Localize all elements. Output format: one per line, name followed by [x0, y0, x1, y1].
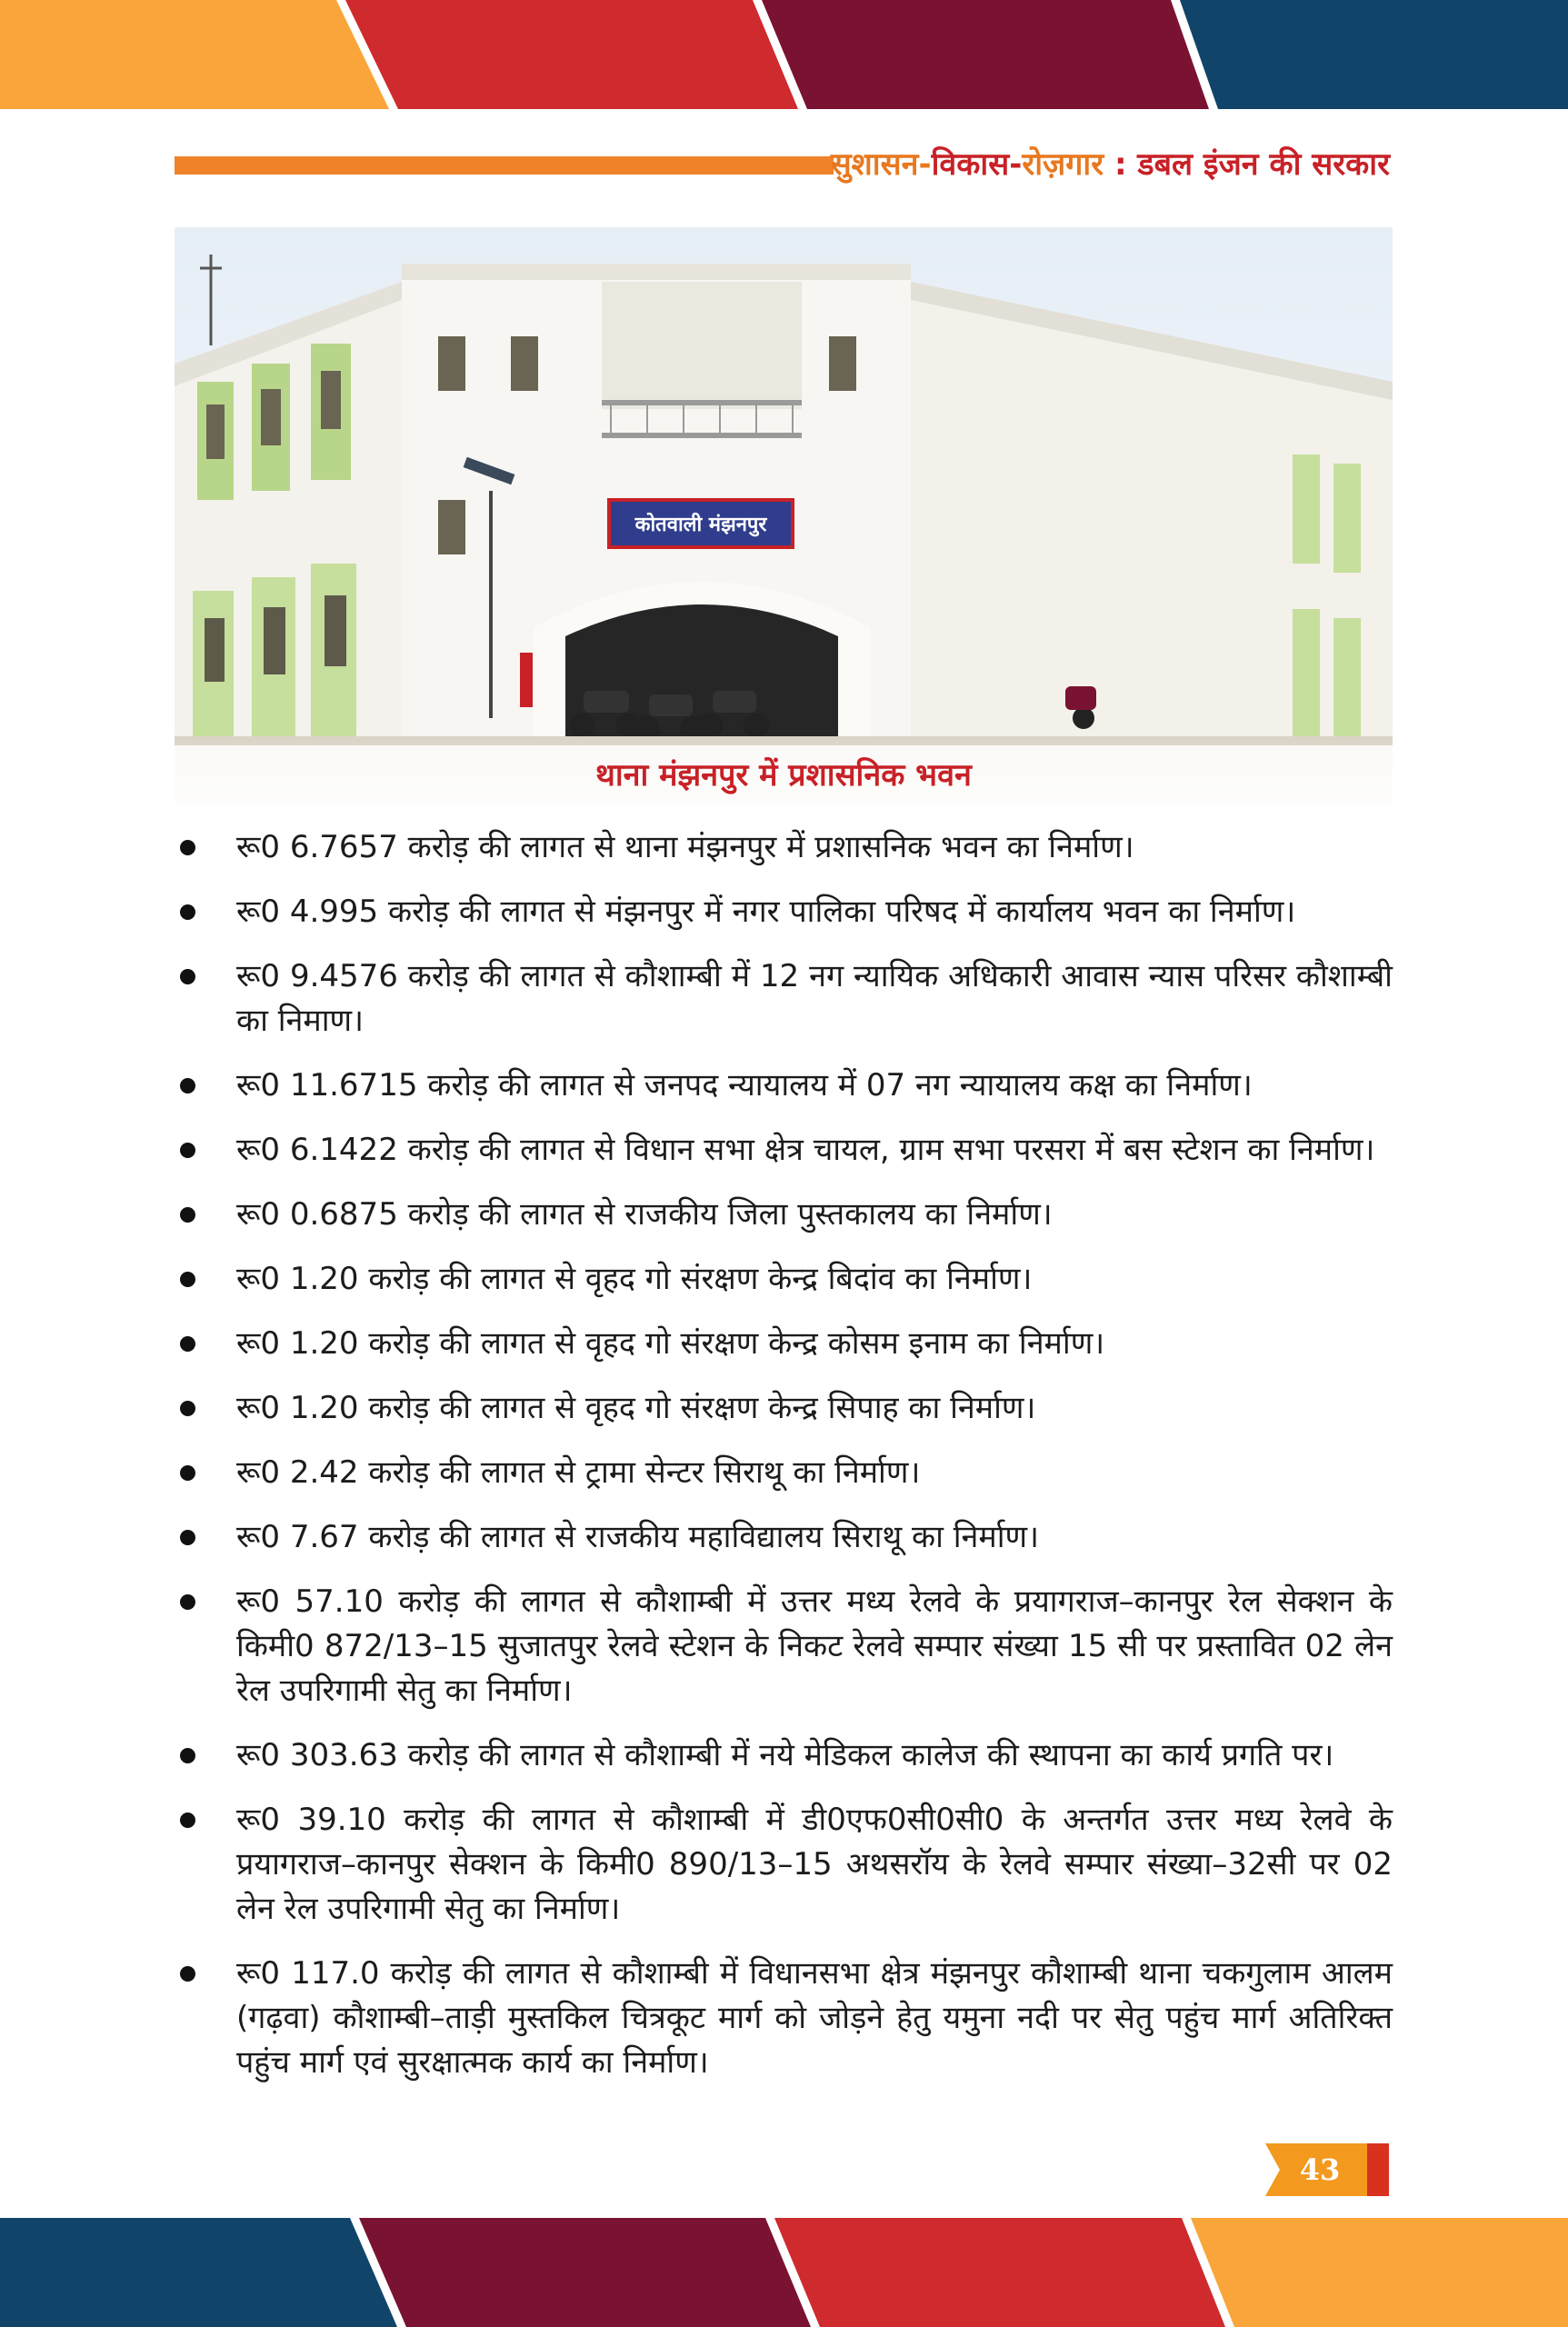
bullet-dot-icon [180, 1207, 195, 1223]
project-list [178, 825, 1393, 2105]
page-number: 43 [1299, 2152, 1341, 2187]
bullet-dot-icon [180, 840, 195, 855]
list-item-text: रू0 11.6715 करोड़ की लागत से जनपद न्यायालय में 07 नग न्यायालय कक्ष का निर्माण। [236, 1067, 1253, 1104]
bullet-dot-icon [180, 1336, 195, 1352]
list-item-text: रू0 9.4576 करोड़ की लागत से कौशाम्बी में 12 नग न्यायिक अधिकारी आवास न्यास परिसर कौशाम्बी का निमाण। [236, 958, 1393, 1039]
header-title-part-4: : डबल इंजन की सरकार [1104, 146, 1390, 183]
list-item-text: रू0 39.10 करोड़ की लागत से कौशाम्बी में डी0एफ0सी0सी0 के अन्तर्गत उत्तर मध्य रेलवे के प्रयागराज–कानपुर सेक्शन के किमी0 890/13–15 अथसरॉय के रेलवे सम्पार संख्या–32सी पर 02 लेन रेल उपरिगामी सेतु का निर्माण। [236, 1802, 1393, 1927]
list-item [178, 825, 1393, 870]
header-title-part-2: विकास- [931, 146, 1023, 183]
list-item [178, 1064, 1393, 1108]
page-header-title [831, 142, 1390, 187]
list-item-text: रू0 57.10 करोड़ की लागत से कौशाम्बी में उत्तर मध्य रेलवे के प्रयागराज–कानपुर रेल सेक्शन के किमी0 872/13–15 सुजातपुर रेलवे स्टेशन के निकट रेलवे सम्पार संख्या 15 सी पर प्रस्तावित 02 लेन रेल उपरिगामी सेतु का निर्माण। [236, 1583, 1393, 1709]
list-item-text: रू0 1.20 करोड़ की लागत से वृहद गो संरक्षण केन्द्र सिपाह का निर्माण। [236, 1390, 1036, 1426]
bullet-dot-icon [180, 1748, 195, 1763]
list-item [178, 1515, 1393, 1560]
sign-board-text: कोतवाली मंझनपुर [634, 514, 767, 536]
list-item [178, 954, 1393, 1044]
bullet-dot-icon [180, 1813, 195, 1828]
list-item-text: रू0 6.7657 करोड़ की लागत से थाना मंझनपुर में प्रशासनिक भवन का निर्माण। [236, 829, 1134, 865]
top-color-band [0, 0, 1568, 109]
list-item-text: रू0 1.20 करोड़ की लागत से वृहद गो संरक्षण केन्द्र बिदांव का निर्माण। [236, 1261, 1033, 1297]
list-item [178, 1386, 1393, 1431]
list-item [178, 1257, 1393, 1302]
list-item-text: रू0 303.63 करोड़ की लागत से कौशाम्बी में नये मेडिकल कालेज की स्थापना का कार्य प्रगति पर। [236, 1737, 1334, 1773]
list-item-text: रू0 2.42 करोड़ की लागत से ट्रामा सेन्टर सिराथू का निर्माण। [236, 1454, 921, 1491]
list-item-text: रू0 0.6875 करोड़ की लागत से राजकीय जिला पुस्तकालय का निर्माण। [236, 1196, 1053, 1233]
list-item [178, 1952, 1393, 2085]
list-item [178, 1128, 1393, 1173]
page-number-tab [1265, 2143, 1389, 2196]
bullet-dot-icon [180, 904, 195, 920]
bullet-dot-icon [180, 969, 195, 984]
building-photo [175, 227, 1393, 805]
list-item [178, 1322, 1393, 1366]
header-title-part-3: रोज़गार [1022, 146, 1104, 183]
list-item-text: रू0 4.995 करोड़ की लागत से मंझनपुर में नगर पालिका परिषद में कार्यालय भवन का निर्माण। [236, 894, 1296, 930]
list-item [178, 1451, 1393, 1495]
list-item [178, 1580, 1393, 1713]
list-item [178, 1733, 1393, 1778]
header-title-part-1: सुशासन- [830, 146, 932, 183]
list-item [178, 1798, 1393, 1932]
photo-caption: थाना मंझनपुर में प्रशासनिक भवन [595, 757, 972, 794]
bullet-dot-icon [180, 1530, 195, 1545]
bullet-dot-icon [180, 1143, 195, 1158]
list-item-text: रू0 7.67 करोड़ की लागत से राजकीय महाविद्यालय सिराथू का निर्माण। [236, 1519, 1040, 1555]
bullet-dot-icon [180, 1594, 195, 1610]
list-item-text: रू0 117.0 करोड़ की लागत से कौशाम्बी में विधानसभा क्षेत्र मंझनपुर कौशाम्बी थाना चकगुलाम आलम (गढ़वा) कौशाम्बी–ताड़ी मुस्तकिल चित्रकूट मार्ग को जोड़ने हेतु यमुना नदी पर सेतु पहुंच मार्ग अतिरिक्त पहुंच मार्ग एवं सुरक्षात्मक कार्य का निर्माण। [236, 1955, 1393, 2081]
header-rule [175, 156, 834, 175]
bottom-color-band [0, 2218, 1568, 2327]
list-item [178, 890, 1393, 934]
bullet-dot-icon [180, 1078, 195, 1094]
list-item-text: रू0 6.1422 करोड़ की लागत से विधान सभा क्षेत्र चायल, ग्राम सभा परसरा में बस स्टेशन का निर्माण। [236, 1132, 1375, 1168]
bullet-dot-icon [180, 1401, 195, 1416]
bullet-dot-icon [180, 1272, 195, 1287]
bullet-dot-icon [180, 1966, 195, 1982]
list-item-text: रू0 1.20 करोड़ की लागत से वृहद गो संरक्षण केन्द्र कोसम इनाम का निर्माण। [236, 1325, 1105, 1362]
bullet-dot-icon [180, 1465, 195, 1481]
list-item [178, 1193, 1393, 1237]
